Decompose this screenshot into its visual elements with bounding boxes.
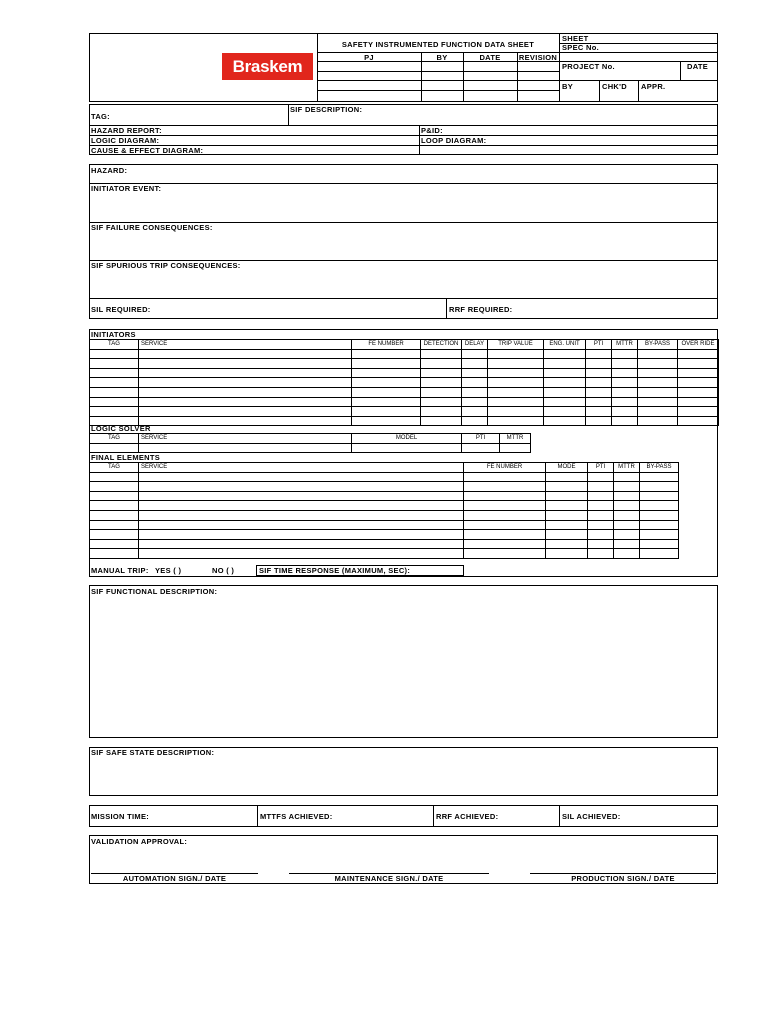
- divider: [419, 125, 420, 155]
- divider: [599, 80, 600, 102]
- col-header: SERVICE: [139, 340, 352, 350]
- sheet-title: SAFETY INSTRUMENTED FUNCTION DATA SHEET: [341, 40, 535, 49]
- hazard-label: HAZARD:: [91, 166, 128, 175]
- divider: [257, 805, 258, 827]
- col-header: BY-PASS: [638, 340, 678, 350]
- date-label: DATE: [687, 62, 709, 71]
- col-header: ENG. UNIT: [544, 340, 586, 350]
- col-header: MODE: [546, 463, 588, 473]
- table-row[interactable]: [90, 510, 679, 520]
- table-row[interactable]: [90, 397, 719, 407]
- manual-trip-yes[interactable]: YES ( ): [155, 566, 182, 575]
- table-row[interactable]: [90, 368, 719, 378]
- initiator-event-label: INITIATOR EVENT:: [91, 184, 162, 193]
- col-header: PTI: [588, 463, 614, 473]
- col-header: TAG: [90, 340, 139, 350]
- table-row[interactable]: [90, 482, 679, 492]
- manual-trip-label: MANUAL TRIP:: [91, 566, 149, 575]
- functional-description-label: SIF FUNCTIONAL DESCRIPTION:: [91, 587, 218, 596]
- col-header: MTTR: [500, 434, 531, 444]
- divider: [89, 135, 718, 136]
- table-row[interactable]: [90, 501, 679, 511]
- logic-diagram-label: LOGIC DIAGRAM:: [91, 136, 160, 145]
- col-header: PTI: [586, 340, 612, 350]
- col-header: FE NUMBER: [352, 340, 421, 350]
- divider: [317, 33, 318, 102]
- safe-state-label: SIF SAFE STATE DESCRIPTION:: [91, 748, 215, 757]
- functional-description-box[interactable]: [89, 585, 718, 738]
- rev-col-revision: REVISION: [518, 53, 558, 62]
- table-row[interactable]: [90, 387, 719, 397]
- final-elements-title: FINAL ELEMENTS: [91, 453, 161, 462]
- col-header: TAG: [90, 434, 139, 444]
- project-no-label: PROJECT No.: [562, 62, 615, 71]
- divider: [317, 80, 559, 81]
- production-sign-label: PRODUCTION SIGN./ DATE: [571, 874, 675, 883]
- col-header: BY-PASS: [640, 463, 679, 473]
- cause-effect-label: CAUSE & EFFECT DIAGRAM:: [91, 146, 204, 155]
- table-row[interactable]: [90, 349, 719, 359]
- table-row[interactable]: [90, 539, 679, 549]
- sif-failure-label: SIF FAILURE CONSEQUENCES:: [91, 223, 213, 232]
- rrf-required-label: RRF REQUIRED:: [449, 305, 513, 314]
- pid-label: P&ID:: [421, 126, 443, 135]
- hazard-section: [89, 164, 718, 319]
- table-row[interactable]: [90, 491, 679, 501]
- col-header: OVER RIDE: [678, 340, 719, 350]
- sil-required-label: SIL REQUIRED:: [91, 305, 151, 314]
- achievements-box: [89, 805, 718, 827]
- divider: [89, 125, 718, 126]
- tag-label: TAG:: [91, 112, 110, 121]
- col-header: MODEL: [352, 434, 462, 444]
- validation-approval-label: VALIDATION APPROVAL:: [91, 837, 188, 846]
- col-header: PTI: [462, 434, 500, 444]
- divider: [89, 298, 718, 299]
- rev-col-date: DATE: [479, 53, 501, 62]
- divider: [89, 183, 718, 184]
- logic-solver-table: [89, 433, 531, 453]
- table-header-row: [90, 340, 719, 350]
- divider: [317, 90, 559, 91]
- table-row[interactable]: [90, 530, 679, 540]
- initiators-title: INITIATORS: [91, 330, 136, 339]
- initiators-table: [89, 339, 719, 426]
- mttfs-achieved-label: MTTFS ACHIEVED:: [260, 812, 333, 821]
- divider: [288, 104, 289, 125]
- divider: [680, 61, 681, 80]
- table-row[interactable]: [90, 549, 679, 559]
- sil-achieved-label: SIL ACHIEVED:: [562, 812, 621, 821]
- time-response-label: SIF TIME RESPONSE (MAXIMUM, SEC):: [259, 566, 411, 575]
- mission-time-label: MISSION TIME:: [91, 812, 150, 821]
- col-header: SERVICE: [139, 463, 464, 473]
- braskem-logo: Braskem: [222, 53, 313, 80]
- maintenance-sign-label: MAINTENANCE SIGN./ DATE: [334, 874, 444, 883]
- chkd-label: CHK'D: [602, 82, 627, 91]
- divider: [317, 71, 559, 72]
- col-header: DELAY: [462, 340, 488, 350]
- manual-trip-no[interactable]: NO ( ): [212, 566, 235, 575]
- col-header: MTTR: [612, 340, 638, 350]
- final-elements-table: [89, 462, 679, 559]
- sif-description-label: SIF DESCRIPTION:: [290, 105, 363, 114]
- by-label: BY: [562, 82, 574, 91]
- table-row[interactable]: [90, 359, 719, 369]
- automation-sign-label: AUTOMATION SIGN./ DATE: [122, 874, 227, 883]
- appr-label: APPR.: [641, 82, 666, 91]
- col-header: DETECTION: [421, 340, 462, 350]
- logic-solver-title: LOGIC SOLVER: [91, 424, 151, 433]
- table-row[interactable]: [90, 407, 719, 417]
- rev-col-pj: PJ: [364, 53, 374, 62]
- divider: [638, 80, 639, 102]
- sif-spurious-label: SIF SPURIOUS TRIP CONSEQUENCES:: [91, 261, 241, 270]
- table-row[interactable]: [90, 443, 531, 453]
- sheet-label: SHEET: [562, 34, 589, 43]
- table-row[interactable]: [90, 520, 679, 530]
- rrf-achieved-label: RRF ACHIEVED:: [436, 812, 499, 821]
- divider: [433, 805, 434, 827]
- divider: [559, 805, 560, 827]
- col-header: SERVICE: [139, 434, 352, 444]
- divider: [559, 80, 718, 81]
- col-header: FE NUMBER: [464, 463, 546, 473]
- table-row[interactable]: [90, 472, 679, 482]
- spec-no-label: SPEC No.: [562, 43, 599, 52]
- col-header: TAG: [90, 463, 139, 473]
- hazard-report-label: HAZARD REPORT:: [91, 126, 162, 135]
- table-header-row: [90, 434, 531, 444]
- table-row[interactable]: [90, 416, 719, 426]
- col-header: TRIP VALUE: [488, 340, 544, 350]
- divider: [446, 298, 447, 319]
- divider: [559, 52, 718, 53]
- table-header-row: [90, 463, 679, 473]
- col-header: MTTR: [614, 463, 640, 473]
- table-row[interactable]: [90, 378, 719, 388]
- rev-col-by: BY: [436, 53, 448, 62]
- loop-diagram-label: LOOP DIAGRAM:: [421, 136, 487, 145]
